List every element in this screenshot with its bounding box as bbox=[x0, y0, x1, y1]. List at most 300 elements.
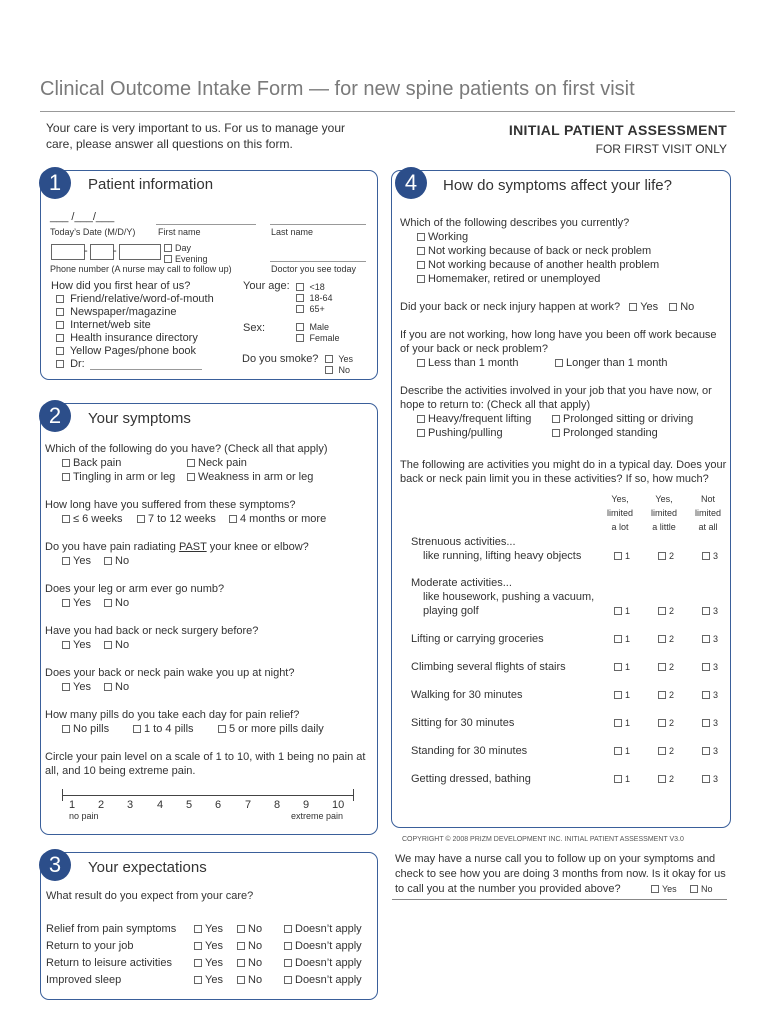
phone-line-box[interactable] bbox=[119, 244, 161, 260]
no-label: No bbox=[115, 639, 130, 651]
prolonged-sitting-label: Prolonged sitting or driving bbox=[563, 413, 694, 425]
duration-checkbox[interactable] bbox=[229, 515, 237, 523]
first-name-line[interactable] bbox=[156, 224, 256, 225]
limit-checkbox[interactable] bbox=[614, 607, 622, 615]
limit-option-number: 2 bbox=[669, 662, 675, 672]
pain-level-8[interactable]: 8 bbox=[274, 799, 281, 811]
limit-option[interactable] bbox=[614, 718, 630, 729]
section-number-2: 2 bbox=[39, 400, 71, 432]
injury-at-work-question bbox=[400, 300, 694, 314]
off-work-question-1: If you are not working, how long have you been off work because bbox=[400, 329, 717, 341]
age-checkbox[interactable] bbox=[296, 294, 304, 302]
limit-checkbox[interactable] bbox=[658, 663, 666, 671]
hear-label: Friend/relative/word-of-mouth bbox=[70, 293, 214, 305]
hear-label: Yellow Pages/phone book bbox=[69, 345, 197, 357]
limit-column-header: a lot bbox=[611, 522, 629, 532]
nurse-yes-checkbox[interactable] bbox=[651, 885, 659, 893]
pills-opt-1[interactable] bbox=[62, 722, 109, 736]
pills-opt-2[interactable] bbox=[133, 722, 194, 736]
pushing-pulling-checkbox[interactable] bbox=[417, 429, 425, 437]
hear-checkbox[interactable] bbox=[56, 334, 64, 342]
longer-than-month-checkbox[interactable] bbox=[555, 359, 563, 367]
activity-label: Lifting or carrying groceries bbox=[411, 633, 544, 645]
limit-checkbox[interactable] bbox=[614, 747, 622, 755]
smoke-yes-checkbox[interactable] bbox=[325, 355, 333, 363]
limit-option[interactable] bbox=[702, 551, 718, 562]
injury-no-label: No bbox=[680, 301, 695, 313]
limit-checkbox[interactable] bbox=[614, 552, 622, 560]
activity-label: Getting dressed, bathing bbox=[411, 773, 531, 785]
limit-option-number: 1 bbox=[625, 774, 631, 784]
date-blank[interactable]: ___ /___/___ bbox=[50, 211, 115, 223]
hear-checkbox[interactable] bbox=[56, 347, 64, 355]
expectation-option-label: No bbox=[248, 923, 263, 935]
yes-label: Yes bbox=[73, 555, 91, 567]
limit-option-number: 1 bbox=[625, 718, 631, 728]
hear-opt-1[interactable] bbox=[56, 293, 214, 306]
daily-activities-question-1: The following are activities you might do in a typical day. Does your bbox=[400, 459, 727, 471]
limit-checkbox[interactable] bbox=[702, 775, 710, 783]
prolonged-sitting-option[interactable] bbox=[552, 412, 693, 426]
pills-opt-3[interactable] bbox=[218, 722, 324, 736]
nurse-rule bbox=[392, 899, 727, 900]
section-number-1: 1 bbox=[39, 167, 71, 199]
smoke-yes[interactable] bbox=[325, 354, 353, 365]
job-activities-question-2: hope to return to: (Check all that apply) bbox=[400, 399, 591, 411]
age-opt-3[interactable] bbox=[296, 304, 325, 315]
duration-checkbox[interactable] bbox=[137, 515, 145, 523]
hear-checkbox[interactable] bbox=[56, 295, 64, 303]
injury-no-checkbox[interactable] bbox=[669, 303, 677, 311]
expectation-option[interactable] bbox=[284, 956, 362, 970]
day-option[interactable] bbox=[164, 243, 191, 254]
activity-label: Climbing several flights of stairs bbox=[411, 661, 566, 673]
pain-level-9[interactable]: 9 bbox=[303, 799, 310, 811]
nurse-yes[interactable] bbox=[651, 884, 677, 895]
extreme-pain-label: extreme pain bbox=[291, 811, 344, 821]
yes-checkbox[interactable] bbox=[62, 641, 70, 649]
limit-option-number: 2 bbox=[669, 551, 675, 561]
expectation-checkbox[interactable] bbox=[284, 925, 292, 933]
symptoms-title: Your symptoms bbox=[88, 410, 191, 427]
limit-option[interactable] bbox=[614, 634, 630, 645]
limit-checkbox[interactable] bbox=[658, 747, 666, 755]
hear-opt-2[interactable] bbox=[56, 306, 176, 319]
limit-checkbox[interactable] bbox=[614, 719, 622, 727]
prolonged-standing-option[interactable] bbox=[552, 426, 658, 440]
tingling-label: Tingling in arm or leg bbox=[73, 471, 176, 483]
limit-option[interactable] bbox=[658, 634, 674, 645]
not-working-back-option[interactable] bbox=[417, 244, 651, 258]
working-label: Working bbox=[428, 231, 469, 243]
yes-checkbox[interactable] bbox=[62, 599, 70, 607]
pills-checkbox[interactable] bbox=[62, 725, 70, 733]
day-label: Day bbox=[175, 243, 192, 253]
expectation-option-label: Doesn’t apply bbox=[295, 940, 362, 952]
not-working-back-checkbox[interactable] bbox=[417, 247, 425, 255]
activity-label: Standing for 30 minutes bbox=[411, 745, 528, 757]
limit-option-number: 1 bbox=[625, 551, 631, 561]
longer-than-month-option[interactable] bbox=[555, 356, 668, 370]
hear-label: Health insurance directory bbox=[70, 332, 198, 344]
age-opt-2[interactable] bbox=[296, 293, 333, 304]
less-than-month-option[interactable] bbox=[417, 356, 519, 370]
limit-checkbox[interactable] bbox=[702, 635, 710, 643]
hear-checkbox[interactable] bbox=[56, 308, 64, 316]
sex-opt-male[interactable] bbox=[296, 322, 329, 333]
not-working-other-label: Not working because of another health problem bbox=[428, 259, 660, 271]
limit-option-number: 2 bbox=[669, 690, 675, 700]
symptoms-q4: Does your leg or arm ever go numb? bbox=[45, 583, 225, 595]
expectation-option[interactable] bbox=[237, 956, 262, 970]
no-checkbox[interactable] bbox=[104, 599, 112, 607]
pain-level-5[interactable]: 5 bbox=[186, 799, 193, 811]
limit-option[interactable] bbox=[614, 690, 630, 701]
limit-checkbox[interactable] bbox=[614, 775, 622, 783]
working-option[interactable] bbox=[417, 230, 468, 244]
limit-column-header: limited bbox=[650, 508, 677, 518]
expectation-option-label: Doesn’t apply bbox=[295, 923, 362, 935]
expectation-option[interactable] bbox=[237, 939, 262, 953]
limit-option[interactable] bbox=[614, 551, 630, 562]
limit-option[interactable] bbox=[702, 746, 718, 757]
pain-level-2[interactable]: 2 bbox=[98, 799, 105, 811]
assessment-title: INITIAL PATIENT ASSESSMENT bbox=[508, 122, 727, 138]
limit-checkbox[interactable] bbox=[658, 719, 666, 727]
working-checkbox[interactable] bbox=[417, 233, 425, 241]
no-checkbox[interactable] bbox=[104, 641, 112, 649]
limit-option-number: 3 bbox=[713, 662, 719, 672]
pain-level-10[interactable]: 10 bbox=[332, 799, 345, 811]
expectation-checkbox[interactable] bbox=[194, 976, 202, 984]
pain-level-3[interactable]: 3 bbox=[127, 799, 134, 811]
limit-option[interactable] bbox=[702, 634, 718, 645]
heavy-lifting-checkbox[interactable] bbox=[417, 415, 425, 423]
expectation-checkbox[interactable] bbox=[284, 976, 292, 984]
limit-option[interactable] bbox=[702, 690, 718, 701]
limit-option[interactable] bbox=[658, 606, 674, 617]
heavy-lifting-label: Heavy/frequent lifting bbox=[428, 413, 532, 425]
weakness-label: Weakness in arm or leg bbox=[198, 471, 314, 483]
expectation-option-label: Yes bbox=[205, 957, 223, 969]
pain-level-4[interactable]: 4 bbox=[157, 799, 164, 811]
expectation-checkbox[interactable] bbox=[237, 942, 245, 950]
not-working-other-option[interactable] bbox=[417, 258, 659, 272]
age-label-text: <18 bbox=[309, 282, 325, 292]
expectation-option[interactable] bbox=[194, 973, 223, 987]
nurse-line-2: check to see how you are doing 3 months from now. Is it okay for us bbox=[395, 868, 726, 880]
q3-no[interactable] bbox=[104, 554, 129, 568]
sex-opt-female[interactable] bbox=[296, 333, 340, 344]
expectation-checkbox[interactable] bbox=[194, 942, 202, 950]
hear-checkbox[interactable] bbox=[56, 321, 64, 329]
homemaker-option[interactable] bbox=[417, 272, 600, 286]
pain-level-6[interactable]: 6 bbox=[215, 799, 222, 811]
limit-option[interactable] bbox=[658, 551, 674, 562]
duration-opt-2[interactable] bbox=[137, 512, 216, 526]
day-checkbox[interactable] bbox=[164, 244, 172, 252]
symptoms-q5: Have you had back or neck surgery before? bbox=[45, 625, 259, 637]
phone-prefix-box[interactable] bbox=[90, 244, 114, 260]
nurse-no[interactable] bbox=[690, 884, 713, 895]
symptoms-q6: Does your back or neck pain wake you up at night? bbox=[45, 667, 295, 679]
expectations-title: Your expectations bbox=[88, 859, 207, 876]
expectation-option-label: No bbox=[248, 940, 263, 952]
pills-checkbox[interactable] bbox=[133, 725, 141, 733]
expectations-question: What result do you expect from your care? bbox=[46, 890, 254, 902]
nurse-no-checkbox[interactable] bbox=[690, 885, 698, 893]
expectation-checkbox[interactable] bbox=[237, 959, 245, 967]
limit-option[interactable] bbox=[702, 774, 718, 785]
doctor-referral-line[interactable] bbox=[90, 369, 202, 370]
limit-column-header: a little bbox=[652, 522, 676, 532]
expectation-checkbox[interactable] bbox=[194, 959, 202, 967]
injury-question-text: Did your back or neck injury happen at work? bbox=[400, 301, 621, 313]
pain-level-7[interactable]: 7 bbox=[245, 799, 252, 811]
tingling-option[interactable] bbox=[62, 470, 175, 484]
symptoms-affect-title: How do symptoms affect your life? bbox=[443, 177, 672, 194]
limit-option-number: 3 bbox=[713, 774, 719, 784]
male-checkbox[interactable] bbox=[296, 323, 304, 331]
symptoms-q1: Which of the following do you have? (Check all that apply) bbox=[45, 443, 328, 455]
job-activities-question-1: Describe the activities involved in your job that you have now, or bbox=[400, 385, 712, 397]
expectation-option[interactable] bbox=[194, 922, 223, 936]
pills-label: No pills bbox=[73, 723, 110, 735]
hear-opt-6[interactable] bbox=[56, 358, 85, 371]
off-work-question-2: of your back or neck problem? bbox=[400, 343, 548, 355]
injury-yes-label: Yes bbox=[640, 301, 659, 313]
age-label-text: 65+ bbox=[309, 304, 325, 314]
prolonged-standing-label: Prolonged standing bbox=[563, 427, 658, 439]
expectation-option-label: Doesn’t apply bbox=[295, 974, 362, 986]
activity-label: Strenuous activities... bbox=[411, 536, 516, 548]
q5-yes[interactable] bbox=[62, 638, 91, 652]
age-checkbox[interactable] bbox=[296, 305, 304, 313]
symptoms-q3 bbox=[45, 540, 309, 554]
activity-label: Moderate activities... bbox=[411, 577, 512, 589]
age-label-text: 18-64 bbox=[309, 293, 333, 303]
section-number-3: 3 bbox=[39, 849, 71, 881]
back-pain-label: Back pain bbox=[73, 457, 122, 469]
back-pain-checkbox[interactable] bbox=[62, 459, 70, 467]
limit-option[interactable] bbox=[658, 718, 674, 729]
limit-option[interactable] bbox=[702, 606, 718, 617]
homemaker-label: Homemaker, retired or unemployed bbox=[428, 273, 601, 285]
expectation-option[interactable] bbox=[284, 939, 362, 953]
no-pain-label: no pain bbox=[69, 811, 99, 821]
limit-option-number: 2 bbox=[669, 634, 675, 644]
no-label: No bbox=[115, 597, 130, 609]
prolonged-sitting-checkbox[interactable] bbox=[552, 415, 560, 423]
expectation-option[interactable] bbox=[284, 922, 362, 936]
evening-checkbox[interactable] bbox=[164, 255, 172, 263]
q3-yes[interactable] bbox=[62, 554, 91, 568]
expectation-row-label: Improved sleep bbox=[46, 974, 122, 986]
nurse-line-1: We may have a nurse call you to follow up on your symptoms and bbox=[395, 853, 716, 865]
duration-opt-1[interactable] bbox=[62, 512, 122, 526]
hear-label: Newspaper/magazine bbox=[70, 306, 177, 318]
date-label: Today’s Date (M/D/Y) bbox=[50, 227, 136, 237]
expectation-checkbox[interactable] bbox=[284, 959, 292, 967]
limit-option[interactable] bbox=[614, 746, 630, 757]
limit-option-number: 3 bbox=[713, 634, 719, 644]
duration-label: 7 to 12 weeks bbox=[148, 513, 216, 525]
female-checkbox[interactable] bbox=[296, 334, 304, 342]
q6-yes[interactable] bbox=[62, 680, 91, 694]
q6-no[interactable] bbox=[104, 680, 129, 694]
weakness-option[interactable] bbox=[187, 470, 313, 484]
hear-opt-4[interactable] bbox=[56, 332, 198, 345]
limit-option[interactable] bbox=[658, 746, 674, 757]
limit-checkbox[interactable] bbox=[702, 719, 710, 727]
last-name-line[interactable] bbox=[270, 224, 366, 225]
copyright: COPYRIGHT © 2008 PRIZM DEVELOPMENT INC. INITIAL PATIENT ASSESSMENT V3.0 bbox=[402, 836, 684, 843]
doctor-line[interactable] bbox=[270, 261, 366, 262]
limit-column-header: at all bbox=[698, 522, 718, 532]
duration-label: ≤ 6 weeks bbox=[73, 513, 123, 525]
injury-no[interactable] bbox=[669, 301, 694, 313]
limit-checkbox[interactable] bbox=[702, 607, 710, 615]
expectation-checkbox[interactable] bbox=[237, 976, 245, 984]
section-number-4: 4 bbox=[395, 167, 427, 199]
not-working-other-checkbox[interactable] bbox=[417, 261, 425, 269]
hear-checkbox[interactable] bbox=[56, 360, 64, 368]
limit-option[interactable] bbox=[658, 690, 674, 701]
phone-label: Phone number (A nurse may call to follow up) bbox=[50, 264, 232, 274]
less-than-month-label: Less than 1 month bbox=[428, 357, 519, 369]
limit-checkbox[interactable] bbox=[658, 552, 666, 560]
limit-checkbox[interactable] bbox=[658, 607, 666, 615]
q5-no[interactable] bbox=[104, 638, 129, 652]
limit-option-number: 3 bbox=[713, 606, 719, 616]
expectation-option[interactable] bbox=[194, 956, 223, 970]
duration-opt-3[interactable] bbox=[229, 512, 326, 526]
limit-option-number: 2 bbox=[669, 606, 675, 616]
limit-checkbox[interactable] bbox=[658, 635, 666, 643]
smoke-no-checkbox[interactable] bbox=[325, 366, 333, 374]
limit-checkbox[interactable] bbox=[702, 747, 710, 755]
evening-label: Evening bbox=[175, 254, 208, 264]
limit-option-number: 1 bbox=[625, 690, 631, 700]
phone-area-box[interactable] bbox=[51, 244, 85, 260]
q4-no[interactable] bbox=[104, 596, 129, 610]
expectation-option-label: No bbox=[248, 957, 263, 969]
age-opt-1[interactable] bbox=[296, 282, 325, 293]
expectation-checkbox[interactable] bbox=[194, 925, 202, 933]
limit-column-header: Yes, bbox=[611, 494, 629, 504]
q3-pre: Do you have pain radiating bbox=[45, 541, 179, 553]
limit-checkbox[interactable] bbox=[658, 775, 666, 783]
q4-yes[interactable] bbox=[62, 596, 91, 610]
no-checkbox[interactable] bbox=[104, 683, 112, 691]
expectation-option-label: Yes bbox=[205, 940, 223, 952]
smoke-no-label: No bbox=[338, 365, 351, 375]
nurse-yes-label: Yes bbox=[662, 884, 677, 894]
patient-info-title: Patient information bbox=[88, 176, 214, 193]
limit-checkbox[interactable] bbox=[614, 663, 622, 671]
limit-option[interactable] bbox=[614, 662, 630, 673]
neck-pain-label: Neck pain bbox=[198, 457, 247, 469]
yes-checkbox[interactable] bbox=[62, 683, 70, 691]
tingling-checkbox[interactable] bbox=[62, 473, 70, 481]
limit-column-header: limited bbox=[694, 508, 721, 518]
smoke-no[interactable] bbox=[325, 365, 350, 376]
prolonged-standing-checkbox[interactable] bbox=[552, 429, 560, 437]
limit-option-number: 2 bbox=[669, 774, 675, 784]
limit-option-number: 1 bbox=[625, 746, 631, 756]
yes-label: Yes bbox=[73, 681, 91, 693]
limit-checkbox[interactable] bbox=[658, 691, 666, 699]
expectation-option[interactable] bbox=[284, 973, 362, 987]
neck-pain-option[interactable] bbox=[187, 456, 247, 470]
back-pain-option[interactable] bbox=[62, 456, 121, 470]
pain-scale-q-2: all, and 10 being extreme pain. bbox=[45, 765, 196, 777]
limit-checkbox[interactable] bbox=[614, 635, 622, 643]
limit-checkbox[interactable] bbox=[614, 691, 622, 699]
expectation-checkbox[interactable] bbox=[284, 942, 292, 950]
expectation-option[interactable] bbox=[237, 922, 262, 936]
duration-label: 4 months or more bbox=[240, 513, 327, 525]
weakness-checkbox[interactable] bbox=[187, 473, 195, 481]
page-title: Clinical Outcome Intake Form — for new spine patients on first visit bbox=[40, 78, 635, 100]
hear-opt-3[interactable] bbox=[56, 319, 151, 332]
neck-pain-checkbox[interactable] bbox=[187, 459, 195, 467]
limit-option-number: 1 bbox=[625, 634, 631, 644]
injury-yes[interactable] bbox=[629, 301, 658, 313]
less-than-month-checkbox[interactable] bbox=[417, 359, 425, 367]
limit-option[interactable] bbox=[658, 662, 674, 673]
injury-yes-checkbox[interactable] bbox=[629, 303, 637, 311]
duration-checkbox[interactable] bbox=[62, 515, 70, 523]
expectation-option-label: No bbox=[248, 974, 263, 986]
limit-checkbox[interactable] bbox=[702, 552, 710, 560]
limit-option[interactable] bbox=[614, 606, 630, 617]
pills-checkbox[interactable] bbox=[218, 725, 226, 733]
homemaker-checkbox[interactable] bbox=[417, 275, 425, 283]
female-label: Female bbox=[309, 333, 340, 343]
yes-checkbox[interactable] bbox=[62, 557, 70, 565]
limit-checkbox[interactable] bbox=[702, 691, 710, 699]
hear-opt-5[interactable] bbox=[56, 345, 196, 358]
limit-checkbox[interactable] bbox=[702, 663, 710, 671]
no-checkbox[interactable] bbox=[104, 557, 112, 565]
work-status-question: Which of the following describes you currently? bbox=[400, 217, 630, 229]
expectation-checkbox[interactable] bbox=[237, 925, 245, 933]
pain-scale-right-tick bbox=[353, 789, 354, 801]
longer-than-month-label: Longer than 1 month bbox=[566, 357, 668, 369]
limit-option[interactable] bbox=[702, 662, 718, 673]
pain-level-1[interactable]: 1 bbox=[69, 799, 76, 811]
expectation-option[interactable] bbox=[194, 939, 223, 953]
limit-option[interactable] bbox=[658, 774, 674, 785]
pushing-pulling-option[interactable] bbox=[417, 426, 503, 440]
age-checkbox[interactable] bbox=[296, 283, 304, 291]
limit-option-number: 1 bbox=[625, 662, 631, 672]
limit-option[interactable] bbox=[702, 718, 718, 729]
heavy-lifting-option[interactable] bbox=[417, 412, 531, 426]
limit-option[interactable] bbox=[614, 774, 630, 785]
expectation-option[interactable] bbox=[237, 973, 262, 987]
not-working-back-label: Not working because of back or neck problem bbox=[428, 245, 652, 257]
last-name-label: Last name bbox=[271, 227, 314, 237]
limit-option-number: 3 bbox=[713, 690, 719, 700]
expectation-option-label: Yes bbox=[205, 923, 223, 935]
pills-label: 1 to 4 pills bbox=[144, 723, 194, 735]
expectation-row-label: Relief from pain symptoms bbox=[46, 923, 177, 935]
smoke-yes-label: Yes bbox=[338, 354, 354, 364]
limit-column-header: Yes, bbox=[655, 494, 673, 504]
activity-label: like running, lifting heavy objects bbox=[423, 550, 582, 562]
